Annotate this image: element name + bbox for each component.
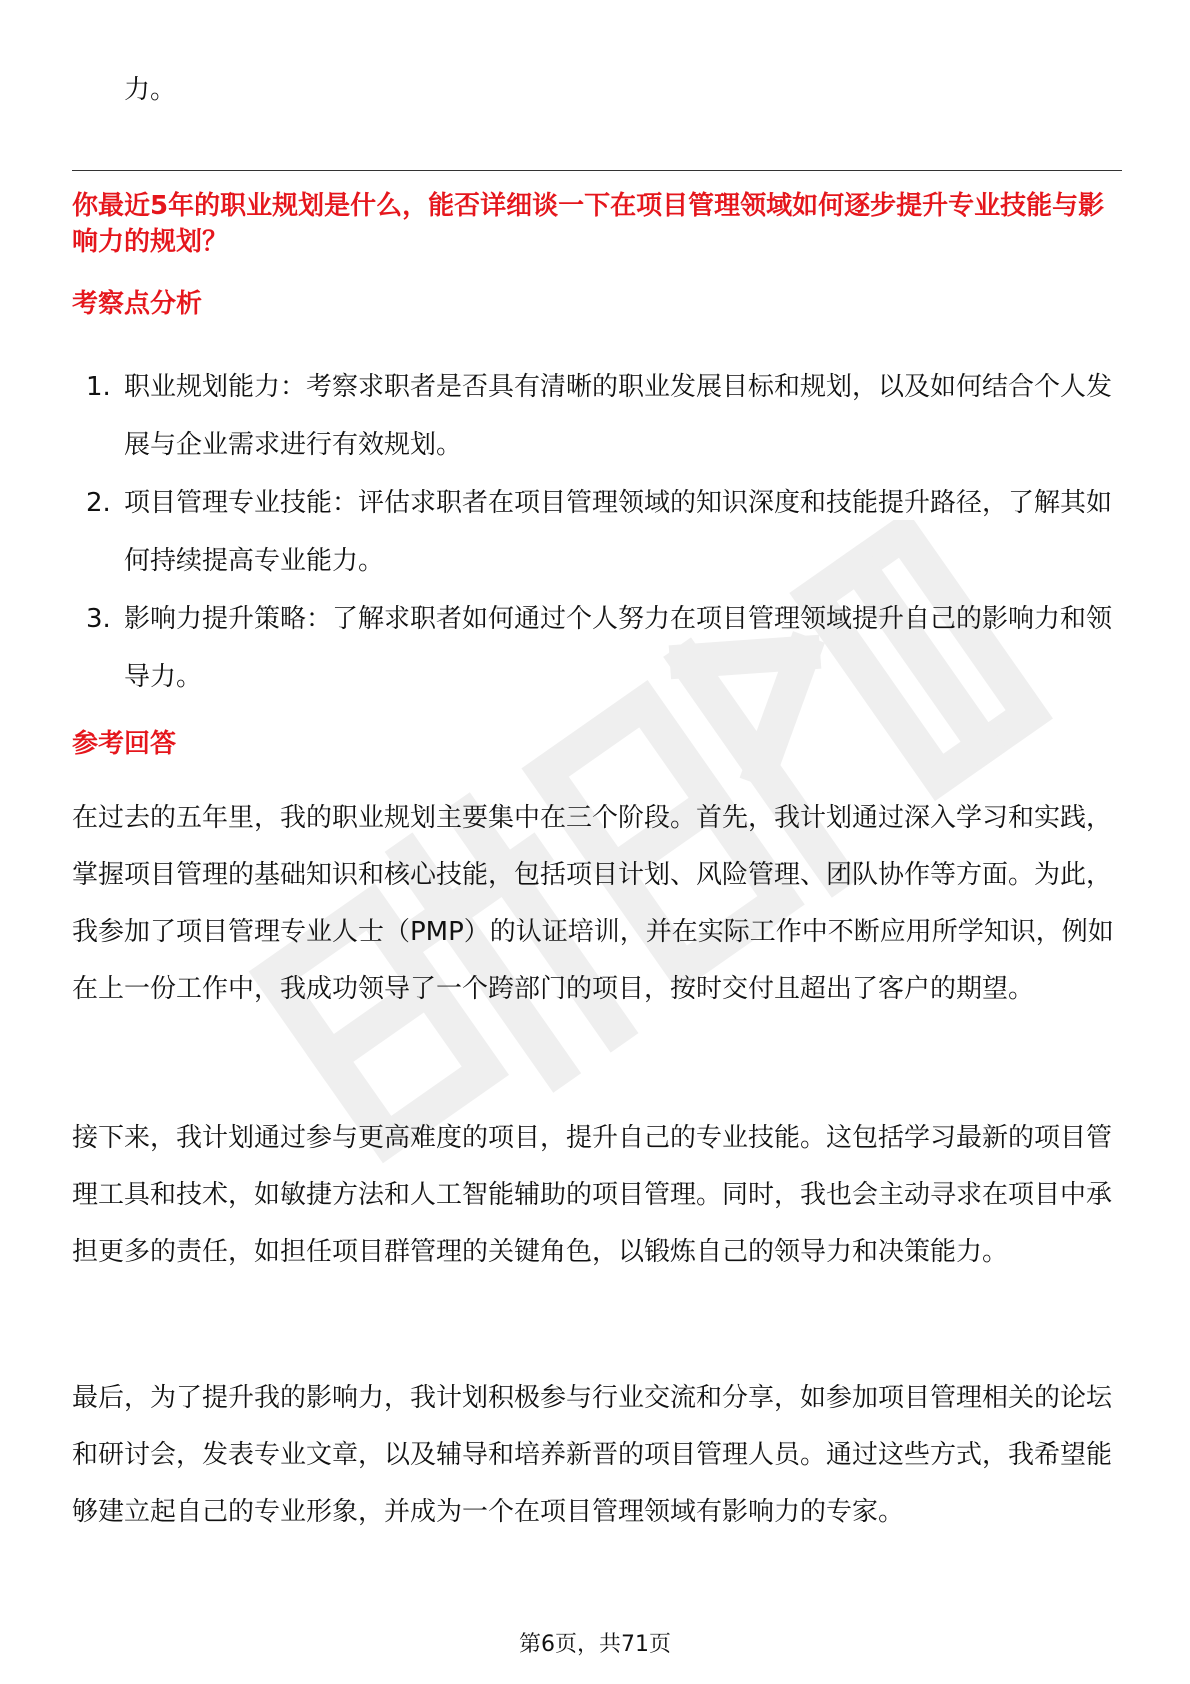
list-item [86, 590, 1122, 706]
list-item-number: 3. [86, 604, 111, 634]
section-divider [72, 170, 1122, 171]
answer-heading: 参考回答 [72, 729, 177, 759]
analysis-heading: 考察点分析 [72, 289, 203, 319]
analysis-points-list [86, 358, 1122, 706]
list-item-text: 影响力提升策略：了解求职者如何通过个人努力在项目管理领域提升自己的影响力和领导力。 [124, 604, 1113, 692]
list-item-text: 项目管理专业技能：评估求职者在项目管理领域的知识深度和技能提升路径，了解其如何持续提高专业能力。 [124, 488, 1113, 576]
list-item-number: 2. [86, 488, 111, 518]
list-item [86, 474, 1122, 590]
page-number-footer: 第6页，共71页 [519, 1632, 671, 1657]
answer-paragraph: 接下来，我计划通过参与更高难度的项目，提升自己的专业技能。这包括学习最新的项目管理工具和技术，如敏捷方法和人工智能辅助的项目管理。同时，我也会主动寻求在项目中承担更多的责任，如担任项目群管理的关键角色，以锻炼自己的领导力和决策能力。 [72, 1123, 1113, 1267]
answer-paragraph: 在过去的五年里，我的职业规划主要集中在三个阶段。首先，我计划通过深入学习和实践，掌握项目管理的基础知识和核心技能，包括项目计划、风险管理、团队协作等方面。为此，我参加了项目管理专业人士（PMP）的认证培训，并在实际工作中不断应用所学知识，例如在上一份工作中，我成功领导了一个跨部门的项目，按时交付且超出了客户的期望。 [72, 803, 1114, 1004]
continued-text: 力。 [124, 75, 177, 105]
list-item-number: 1. [86, 372, 111, 402]
list-item-text: 职业规划能力：考察求职者是否具有清晰的职业发展目标和规划，以及如何结合个人发展与企业需求进行有效规划。 [124, 372, 1113, 460]
interview-question: 你最近5年的职业规划是什么，能否详细谈一下在项目管理领域如何逐步提升专业技能与影响力的规划？ [72, 191, 1105, 257]
list-item [86, 358, 1122, 474]
answer-paragraph: 最后，为了提升我的影响力，我计划积极参与行业交流和分享，如参加项目管理相关的论坛和研讨会，发表专业文章，以及辅导和培养新晋的项目管理人员。通过这些方式，我希望能够建立起自己的专业形象，并成为一个在项目管理领域有影响力的专家。 [72, 1383, 1113, 1527]
